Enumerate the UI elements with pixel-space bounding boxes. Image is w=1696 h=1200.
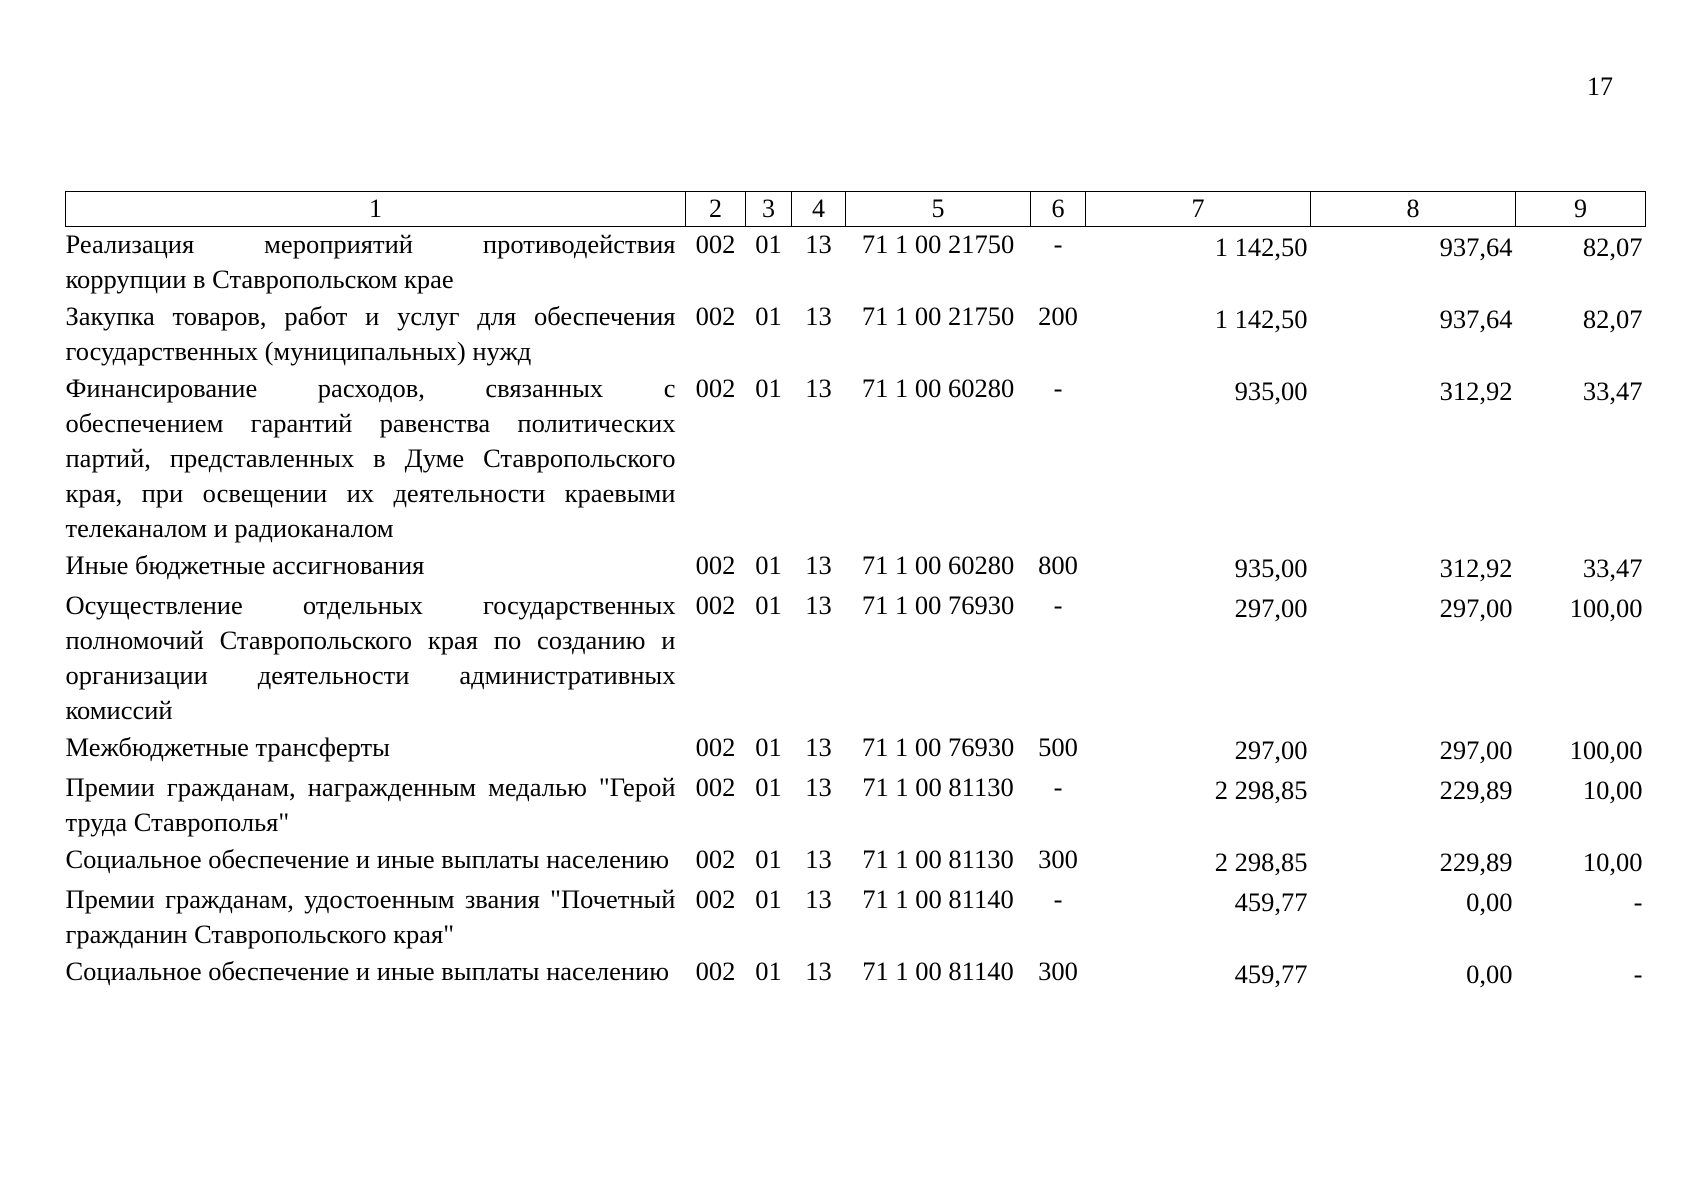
row-name: Иные бюджетные ассигнования <box>65 550 425 580</box>
cell-percent: 33,47 <box>1582 553 1643 583</box>
header-cell: 7 <box>1086 192 1311 227</box>
cell-planned: 459,77 <box>1234 959 1308 989</box>
cell-expense-type: 500 <box>1038 732 1078 762</box>
table-body <box>66 227 1646 993</box>
cell-expense-type: - <box>1053 229 1063 259</box>
header-cell: 8 <box>1311 192 1516 227</box>
cell-executed: 0,00 <box>1466 959 1513 989</box>
cell-subsection: 13 <box>805 956 832 986</box>
cell-target-article: 71 1 00 60280 <box>861 373 1015 403</box>
cell-executed: 312,92 <box>1439 553 1513 583</box>
table-row <box>66 227 1646 298</box>
row-name: Премии гражданам, удостоенным звания "Почетный гражданин Ставропольского края" <box>65 884 676 949</box>
table-row <box>66 768 1646 840</box>
cell-subsection: 13 <box>805 844 832 874</box>
cell-expense-type: - <box>1053 590 1063 620</box>
cell-subsection: 13 <box>805 732 832 762</box>
cell-target-article: 71 1 00 60280 <box>861 550 1015 580</box>
table-header <box>66 192 1646 227</box>
header-cell: 3 <box>746 192 792 227</box>
cell-ministry: 002 <box>695 373 736 403</box>
cell-percent: - <box>1633 887 1643 917</box>
cell-percent: 82,07 <box>1582 304 1643 334</box>
cell-planned: 1 142,50 <box>1214 304 1308 334</box>
cell-subsection: 13 <box>805 301 832 331</box>
cell-percent: 33,47 <box>1582 376 1643 406</box>
cell-section: 01 <box>755 550 782 580</box>
cell-section: 01 <box>755 301 782 331</box>
cell-target-article: 71 1 00 76930 <box>861 590 1015 620</box>
header-cell: 4 <box>792 192 846 227</box>
cell-ministry: 002 <box>695 229 736 259</box>
cell-target-article: 71 1 00 21750 <box>861 301 1015 331</box>
table-row <box>66 546 1646 586</box>
cell-subsection: 13 <box>805 590 832 620</box>
cell-section: 01 <box>755 884 782 914</box>
table-row <box>66 952 1646 992</box>
cell-planned: 2 298,85 <box>1214 847 1308 877</box>
header-cell: 1 <box>66 192 686 227</box>
cell-subsection: 13 <box>805 884 832 914</box>
cell-target-article: 71 1 00 81130 <box>862 844 1014 874</box>
cell-expense-type: 800 <box>1038 550 1078 580</box>
row-name: Социальное обеспечение и иные выплаты населению <box>65 956 670 986</box>
cell-planned: 2 298,85 <box>1214 775 1308 805</box>
cell-executed: 937,64 <box>1439 304 1513 334</box>
cell-percent: - <box>1633 959 1643 989</box>
cell-subsection: 13 <box>805 772 832 802</box>
cell-target-article: 71 1 00 81140 <box>862 884 1014 914</box>
table-row <box>66 586 1646 728</box>
table-row <box>66 840 1646 880</box>
cell-executed: 229,89 <box>1439 847 1513 877</box>
cell-percent: 100,00 <box>1569 593 1643 623</box>
cell-executed: 229,89 <box>1439 775 1513 805</box>
cell-target-article: 71 1 00 21750 <box>861 229 1015 259</box>
row-name: Премии гражданам, награжденным медалью "Герой труда Ставрополья" <box>65 772 676 837</box>
cell-ministry: 002 <box>695 301 736 331</box>
cell-subsection: 13 <box>805 373 832 403</box>
header-cell: 5 <box>846 192 1031 227</box>
cell-section: 01 <box>755 956 782 986</box>
row-name: Осуществление отдельных государственных полномочий Ставропольского края по созданию и организации деятельности административных комиссий <box>65 590 676 725</box>
cell-planned: 1 142,50 <box>1214 232 1308 262</box>
cell-ministry: 002 <box>695 844 736 874</box>
row-name: Межбюджетные трансферты <box>65 732 390 762</box>
cell-section: 01 <box>755 732 782 762</box>
cell-executed: 0,00 <box>1466 887 1513 917</box>
cell-planned: 935,00 <box>1234 376 1308 406</box>
cell-executed: 937,64 <box>1439 232 1513 262</box>
cell-target-article: 71 1 00 76930 <box>861 732 1015 762</box>
cell-section: 01 <box>755 590 782 620</box>
cell-expense-type: 300 <box>1038 844 1078 874</box>
cell-planned: 297,00 <box>1234 593 1308 623</box>
page-number: 17 <box>1587 72 1613 101</box>
table-row <box>66 369 1646 546</box>
row-name: Закупка товаров, работ и услуг для обеспечения государственных (муниципальных) нужд <box>65 301 676 366</box>
table-row <box>66 880 1646 952</box>
table-row <box>66 297 1646 369</box>
cell-planned: 935,00 <box>1234 553 1308 583</box>
cell-expense-type: 300 <box>1038 956 1078 986</box>
cell-section: 01 <box>755 772 782 802</box>
cell-ministry: 002 <box>695 772 736 802</box>
cell-section: 01 <box>755 229 782 259</box>
row-name: Реализация мероприятий противодействия коррупции в Ставропольском крае <box>65 229 676 294</box>
cell-subsection: 13 <box>805 229 832 259</box>
cell-ministry: 002 <box>695 956 736 986</box>
cell-executed: 297,00 <box>1439 593 1513 623</box>
cell-section: 01 <box>755 373 782 403</box>
cell-percent: 10,00 <box>1582 775 1643 805</box>
cell-planned: 297,00 <box>1234 735 1308 765</box>
row-name: Финансирование расходов, связанных с обеспечением гарантий равенства политических партий, представленных в Думе Ставропольского края, при освещении их деятельности краевыми телеканалом и радиоканалом <box>65 373 676 543</box>
cell-target-article: 71 1 00 81140 <box>862 956 1014 986</box>
budget-table <box>65 191 1646 992</box>
cell-ministry: 002 <box>695 884 736 914</box>
cell-section: 01 <box>755 844 782 874</box>
header-cell: 2 <box>686 192 746 227</box>
header-cell: 9 <box>1516 192 1646 227</box>
cell-percent: 82,07 <box>1582 232 1643 262</box>
cell-ministry: 002 <box>695 732 736 762</box>
cell-expense-type: - <box>1053 884 1063 914</box>
cell-ministry: 002 <box>695 590 736 620</box>
header-cell: 6 <box>1031 192 1086 227</box>
cell-expense-type: 200 <box>1038 301 1078 331</box>
cell-percent: 10,00 <box>1582 847 1643 877</box>
table-row <box>66 728 1646 768</box>
cell-ministry: 002 <box>695 550 736 580</box>
cell-subsection: 13 <box>805 550 832 580</box>
cell-executed: 297,00 <box>1439 735 1513 765</box>
cell-expense-type: - <box>1053 772 1063 802</box>
cell-planned: 459,77 <box>1234 887 1308 917</box>
cell-executed: 312,92 <box>1439 376 1513 406</box>
cell-percent: 100,00 <box>1569 735 1643 765</box>
cell-expense-type: - <box>1053 373 1063 403</box>
row-name: Социальное обеспечение и иные выплаты населению <box>65 844 670 874</box>
cell-target-article: 71 1 00 81130 <box>862 772 1014 802</box>
